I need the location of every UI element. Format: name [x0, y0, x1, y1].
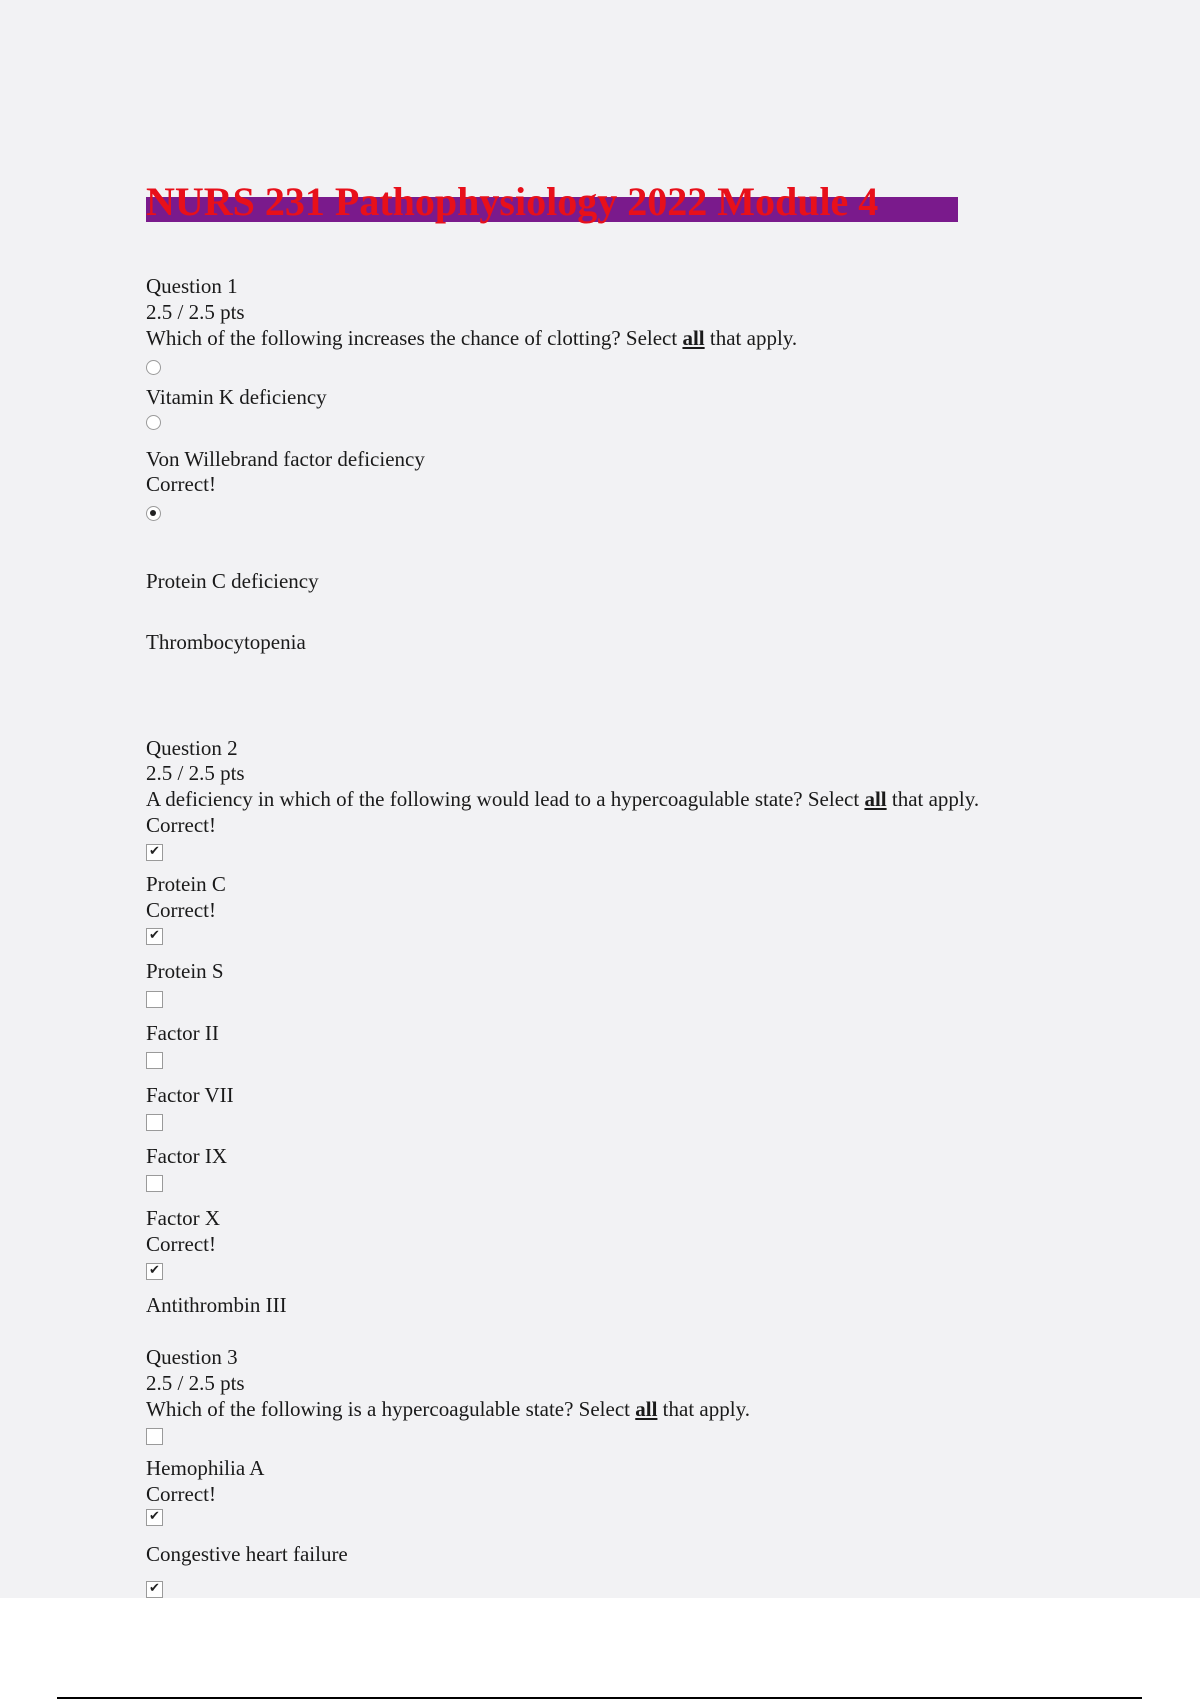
document-title: NURS 231 Pathophysiology 2022 Module 4 — [146, 179, 879, 224]
q2-option-2-feedback: Correct! — [146, 898, 216, 922]
q3-option-2-checkbox[interactable]: ✔ — [146, 1509, 163, 1526]
q1-option-3-feedback: Correct! — [146, 472, 216, 496]
question-3-points: 2.5 / 2.5 pts — [146, 1371, 245, 1395]
q3-option-1-label: Hemophilia A — [146, 1456, 265, 1480]
q2-option-1-checkbox[interactable]: ✔ — [146, 844, 163, 861]
question-2-prompt: A deficiency in which of the following would lead to a hypercoagulable state? Select all that apply. — [146, 787, 980, 811]
q2-option-5-label: Factor IX — [146, 1144, 228, 1168]
q2-option-7-checkbox[interactable]: ✔ — [146, 1263, 163, 1280]
q2-option-7-feedback: Correct! — [146, 1232, 216, 1256]
q3-option-2-label: Congestive heart failure — [146, 1542, 348, 1566]
q1-option-1-label: Vitamin K deficiency — [146, 385, 327, 409]
q3-option-1-checkbox[interactable] — [146, 1428, 163, 1445]
q2-option-6-label: Factor X — [146, 1206, 221, 1230]
question-3-label: Question 3 — [146, 1345, 238, 1369]
q2-option-3-checkbox[interactable] — [146, 991, 163, 1008]
q2-option-2-label: Protein S — [146, 959, 224, 983]
q2-option-5-checkbox[interactable] — [146, 1114, 163, 1131]
question-1-label: Question 1 — [146, 274, 238, 298]
q1-option-2-label: Von Willebrand factor deficiency — [146, 447, 425, 471]
question-3-prompt: Which of the following is a hypercoagulable state? Select all that apply. — [146, 1397, 750, 1421]
q1-option-3-radio[interactable] — [146, 506, 161, 521]
question-2-points: 2.5 / 2.5 pts — [146, 761, 245, 785]
q2-option-1-label: Protein C — [146, 872, 226, 896]
question-1-points: 2.5 / 2.5 pts — [146, 300, 245, 324]
q2-option-6-checkbox[interactable] — [146, 1175, 163, 1192]
q1-option-4-label: Thrombocytopenia — [146, 630, 306, 654]
page-bottom-rule — [57, 1697, 1142, 1699]
q1-option-2-radio[interactable] — [146, 415, 161, 430]
q1-option-3-label: Protein C deficiency — [146, 569, 319, 593]
q1-option-1-radio[interactable] — [146, 360, 161, 375]
q3-option-2-feedback: Correct! — [146, 1482, 216, 1506]
question-1-prompt: Which of the following increases the chance of clotting? Select all that apply. — [146, 326, 798, 350]
q2-option-7-label: Antithrombin III — [146, 1293, 287, 1317]
q3-option-3-checkbox[interactable]: ✔ — [146, 1581, 163, 1598]
q2-option-3-label: Factor II — [146, 1021, 219, 1045]
q2-option-1-feedback: Correct! — [146, 813, 216, 837]
q2-option-4-label: Factor VII — [146, 1083, 234, 1107]
q2-option-2-checkbox[interactable]: ✔ — [146, 928, 163, 945]
question-2-label: Question 2 — [146, 736, 238, 760]
q2-option-4-checkbox[interactable] — [146, 1052, 163, 1069]
